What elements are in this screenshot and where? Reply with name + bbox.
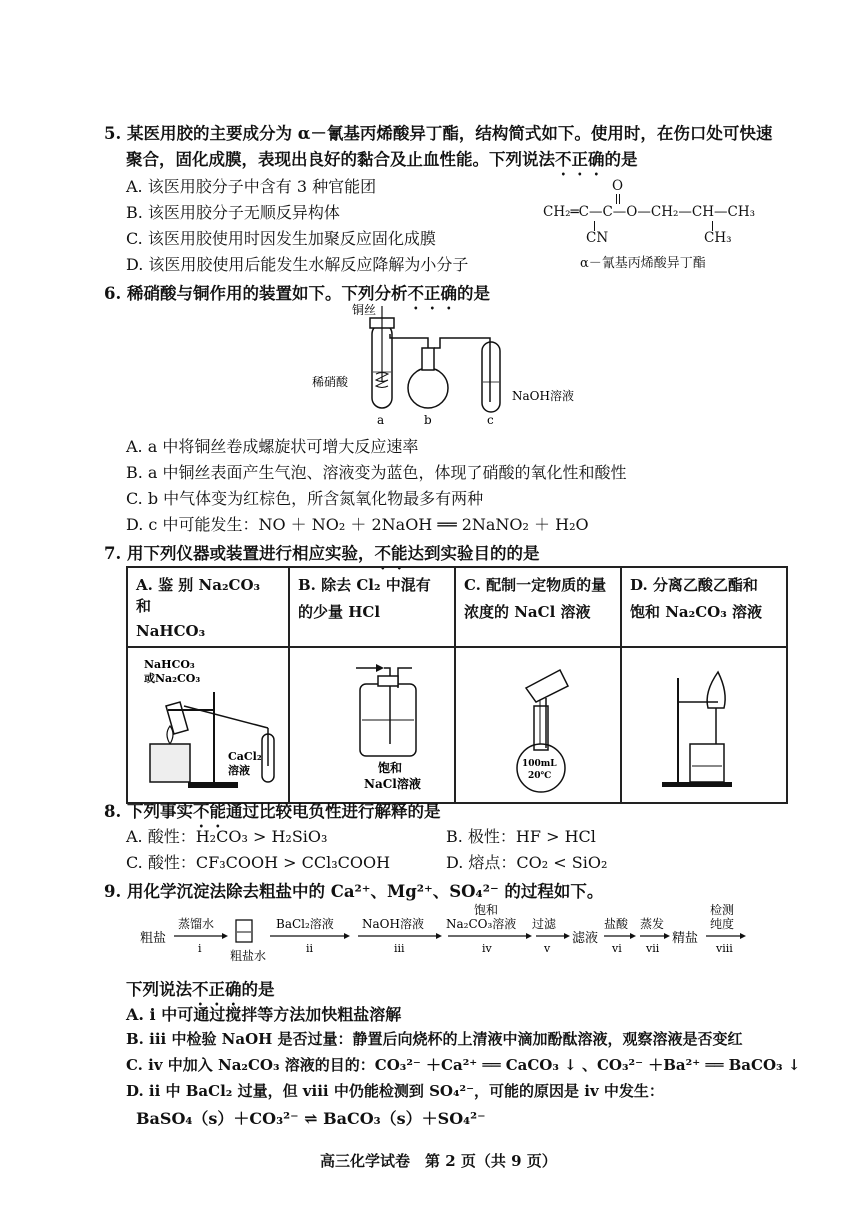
q7-cell-d: D. 分离乙酸乙酯和 饱和 Na₂CO₃ 溶液 (621, 567, 787, 647)
label-a: a (377, 413, 385, 426)
flask-b-neck (422, 348, 434, 370)
arrowhead-iv (526, 933, 532, 939)
flow-crude-brine: 粗盐水 (230, 949, 267, 963)
q6-option-d: D. c 中可能发生：NO ＋ NO₂ ＋ 2NaOH ══ 2NaNO₂ ＋ H₂O (126, 515, 589, 534)
q5-structure-ch3: CH₃ (704, 230, 732, 246)
q7-cell-c: C. 配制一定物质的量 浓度的 NaCl 溶液 (455, 567, 621, 647)
q8-option-c: C. 酸性：CF₃COOH > CCl₃COOH (126, 853, 391, 872)
inlet-arrowhead (376, 664, 384, 672)
arrowhead-iii (436, 933, 442, 939)
label-nahco3: NaHCO₃ (144, 658, 195, 671)
q5-structure-double-bond (616, 194, 618, 204)
q5-option-c: C. 该医用胶使用时因发生加聚反应固化成膜 (126, 229, 436, 248)
flow-evaporate: 蒸发 (640, 917, 665, 931)
label-solution: 溶液 (228, 764, 250, 777)
flow-detect: 检测 (710, 903, 735, 917)
q9-option-d-equation: BaSO₄（s）＋CO₃²⁻ ⇌ BaCO₃（s）＋SO₄²⁻ (136, 1109, 486, 1128)
flow-purity: 纯度 (710, 917, 735, 931)
arrowhead-v (564, 933, 570, 939)
flow-hcl: 盐酸 (604, 917, 629, 931)
q6-option-a: A. a 中将铜丝卷成螺旋状可增大反应速率 (126, 437, 419, 456)
q9-sub-stem: 下列说法不正确的是 (126, 980, 275, 999)
flow-distilled-water: 蒸馏水 (178, 917, 215, 931)
q9-option-c: C. iv 中加入 Na₂CO₃ 溶液的目的：CO₃²⁻ ＋Ca²⁺ ══ CaCO₃ ↓ 、CO₃²⁻ ＋Ba²⁺ ══ BaCO₃ ↓ (126, 1056, 801, 1074)
separatory-funnel-figure (622, 648, 786, 798)
flow-step-iv: iv (482, 942, 492, 955)
q5-option-b: B. 该医用胶分子无顺反异构体 (126, 203, 340, 222)
beaker-pouring (526, 670, 568, 702)
q7-cell-a: A. 鉴 别 Na₂CO₃ 和 NaHCO₃ (127, 567, 289, 647)
q9-stem: 9. 用化学沉淀法除去粗盐中的 Ca²⁺、Mg²⁺、SO₄²⁻ 的过程如下。 (104, 882, 604, 901)
flow-filtrate: 滤液 (572, 931, 599, 946)
label-100ml: 100mL (522, 759, 557, 769)
volumetric-flask-figure (456, 648, 620, 798)
flow-step-vi: vi (612, 942, 622, 955)
flow-step-i: i (198, 942, 202, 955)
flow-filter: 过滤 (532, 917, 557, 931)
flow-step-vii: vii (646, 942, 660, 955)
label-saturated: 饱和 (378, 761, 403, 775)
q8-stem: 8. 下列事实不能通过比较电负性进行解释的是 (104, 802, 441, 821)
q5-stem-line1: 5. 某医用胶的主要成分为 α－氰基丙烯酸异丁酯，结构简式如下。使用时，在伤口处可快速 (104, 124, 773, 143)
q7-picture-b (289, 647, 455, 803)
label-nacl-solution: NaCl溶液 (364, 777, 421, 791)
q8-option-b: B. 极性：HF > HCl (446, 827, 596, 846)
label-b: b (424, 413, 432, 426)
q5-structure-double-bond-2 (619, 194, 621, 204)
flow-bacl2: BaCl₂溶液 (276, 917, 334, 931)
q6-option-c: C. b 中气体变为红棕色，所含氮氧化物最多有两种 (126, 489, 484, 508)
q6-option-b: B. a 中铜丝表面产生气泡、溶液变为蓝色，体现了硝酸的氧化性和酸性 (126, 463, 627, 482)
flame (167, 726, 173, 744)
q7-cell-b: B. 除去 Cl₂ 中混有 的少量 HCl (289, 567, 455, 647)
arrowhead-vii (664, 933, 670, 939)
q9-option-a: A. i 中可通过搅拌等方法加快粗盐溶解 (126, 1005, 402, 1024)
page-footer: 高三化学试卷 第 2 页（共 9 页） (320, 1152, 557, 1170)
q7-stem: 7. 用下列仪器或装置进行相应实验，不能达到实验目的的是 (104, 544, 540, 563)
label-c: c (487, 413, 494, 426)
q8-option-d: D. 熔点：CO₂ < SiO₂ (446, 853, 608, 872)
label-cacl2: CaCl₂ (228, 750, 262, 763)
q6-apparatus-figure (300, 302, 600, 426)
label-naoh: NaOH溶液 (512, 389, 574, 403)
alcohol-lamp (150, 744, 190, 782)
flow-beaker-icon (236, 920, 252, 942)
flow-step-viii: viii (716, 942, 733, 955)
outlet-tube (398, 668, 412, 688)
q5-structure-caption: α－氰基丙烯酸异丁酯 (580, 256, 706, 271)
beaker (690, 744, 724, 782)
q5-structure-o: O (612, 178, 624, 194)
q5-option-a: A. 该医用胶分子中含有 3 种官能团 (126, 177, 377, 196)
gas-washing-bottle-figure (290, 648, 454, 798)
q7-options-table (126, 566, 788, 804)
label-20c: 20℃ (528, 771, 552, 781)
arrowhead-vi (630, 933, 636, 939)
tube-c (482, 342, 500, 412)
arrowhead-viii (740, 933, 746, 939)
q5-structure-cn: CN (586, 230, 609, 246)
q9-option-d: D. ii 中 BaCl₂ 过量，但 viii 中仍能检测到 SO₄²⁻，可能的原因是 iv 中发生： (126, 1082, 664, 1100)
delivery-tube (184, 706, 268, 728)
q9-option-b: B. iii 中检验 NaOH 是否过量：静置后向烧杯的上清液中滴加酚酞溶液，观察溶液是否变红 (126, 1030, 743, 1048)
q5-structure-chain: CH₂═C—C—O—CH₂—CH—CH₃ (543, 204, 755, 220)
q9-process-flow (140, 900, 770, 972)
arrowhead-i (222, 933, 228, 939)
flow-step-iii: iii (394, 942, 405, 955)
label-dilute-acid: 稀硝酸 (312, 375, 349, 389)
bottle-stopper (378, 676, 398, 686)
flow-crude-salt: 粗盐 (140, 931, 167, 946)
flow-step-ii: ii (306, 942, 314, 955)
q7-picture-a (127, 647, 289, 803)
flow-refined-salt: 精盐 (672, 931, 699, 946)
q7-picture-c (455, 647, 621, 803)
q6-stem: 6. 稀硝酸与铜作用的装置如下。下列分析不正确的是 (104, 284, 490, 303)
label-copper-wire: 铜丝 (352, 303, 377, 317)
label-na2co3: 或Na₂CO₃ (144, 672, 201, 685)
q5-stem-line2: 聚合，固化成膜，表现出良好的黏合及止血性能。下列说法不正确的是 (126, 150, 638, 169)
flow-step-v: v (544, 942, 551, 955)
flow-saturated: 饱和 (474, 903, 499, 917)
flow-naoh: NaOH溶液 (362, 917, 424, 931)
iron-stand-base (188, 782, 238, 788)
q5-option-d: D. 该医用胶使用后能发生水解反应降解为小分子 (126, 255, 469, 274)
q8-option-a: A. 酸性：H₂CO₃ > H₂SiO₃ (126, 827, 328, 846)
arrowhead-ii (344, 933, 350, 939)
q7-picture-d (621, 647, 787, 803)
flask-b (408, 368, 448, 408)
flow-na2co3: Na₂CO₃溶液 (446, 917, 517, 931)
heating-apparatus-figure (128, 648, 288, 798)
